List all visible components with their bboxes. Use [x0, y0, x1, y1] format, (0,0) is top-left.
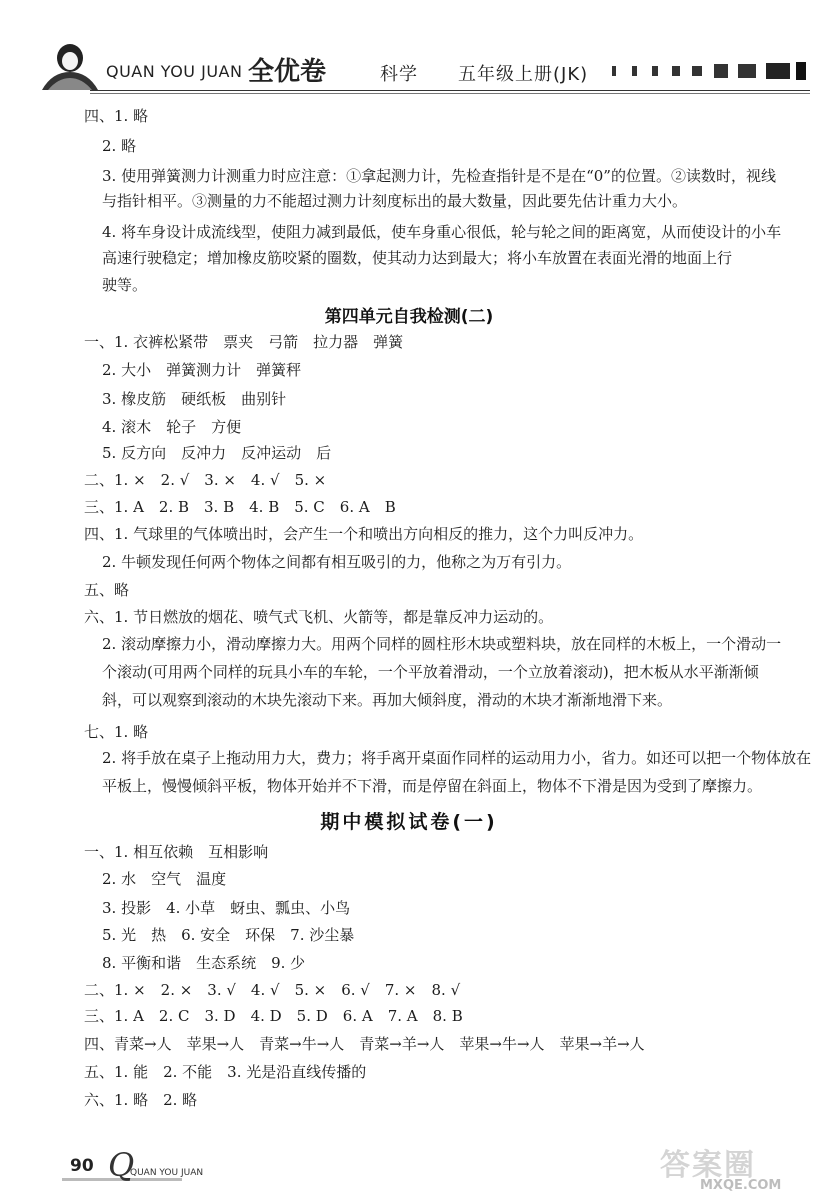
answer-line: 4. 将车身设计成流线型，使阻力减到最低，使车身重心很低，轮与轮之间的距离宽，从而使设计的小车 — [102, 223, 782, 241]
answer-line: 七、1. 略 — [84, 723, 149, 741]
page-number: 90 — [70, 1156, 94, 1176]
answer-line: 四、青菜→人 苹果→人 青菜→牛→人 青菜→羊→人 苹果→牛→人 苹果→羊→人 — [84, 1035, 645, 1053]
answer-line: 4. 滚木 轮子 方便 — [102, 418, 242, 436]
answer-line: 驶等。 — [102, 276, 148, 294]
answer-line: 三、1. A 2. C 3. D 4. D 5. D 6. A 7. A 8. B — [84, 1007, 463, 1025]
answer-line: 与指针相平。③测量的力不能超过测力计刻度标出的最大数量，因此要先估计重力大小。 — [102, 192, 688, 210]
answer-line: 个滚动(可用两个同样的玩具小车的车轮，一个平放着滑动，一个立放着滚动)，把木板从水平渐渐倾 — [102, 663, 759, 681]
answer-line: 2. 滚动摩擦力小，滑动摩擦力大。用两个同样的圆柱形木块或塑料块，放在同样的木板上，一个滑动一 — [102, 635, 782, 653]
brand-name-cn: 全优卷 — [248, 57, 327, 87]
answer-line: 二、1. × 2. × 3. √ 4. √ 5. × 6. √ 7. × 8. √ — [84, 981, 461, 999]
answer-line: 一、1. 衣裤松紧带 票夹 弓箭 拉力器 弹簧 — [84, 333, 404, 351]
answer-line: 2. 牛顿发现任何两个物体之间都有相互吸引的力，他称之为万有引力。 — [102, 553, 572, 571]
answer-line: 六、1. 略 2. 略 — [84, 1091, 198, 1109]
answer-line: 三、1. A 2. B 3. B 4. B 5. C 6. A B — [84, 498, 396, 516]
answer-line: 四、1. 略 — [84, 107, 149, 125]
answer-line: 一、1. 相互依赖 互相影响 — [84, 843, 269, 861]
answer-line: 五、略 — [84, 581, 130, 599]
grade-label: 五年级上册(JK) — [458, 64, 589, 85]
answer-line: 5. 光 热 6. 安全 环保 7. 沙尘暴 — [102, 926, 355, 944]
brand-name-en: QUAN YOU JUAN — [106, 62, 243, 81]
watermark-url: MXQE.COM — [700, 1178, 782, 1193]
answer-line: 2. 大小 弹簧测力计 弹簧秤 — [102, 361, 302, 379]
answer-line: 5. 反方向 反冲力 反冲运动 后 — [102, 444, 332, 462]
answer-line: 3. 橡皮筋 硬纸板 曲别针 — [102, 390, 287, 408]
section-title-midterm-1: 期中模拟试卷(一) — [320, 811, 498, 833]
answer-line: 六、1. 节日燃放的烟花、喷气式飞机、火箭等，都是靠反冲力运动的。 — [84, 608, 554, 626]
answer-line: 二、1. × 2. √ 3. × 4. √ 5. × — [84, 471, 327, 489]
answer-line: 斜，可以观察到滚动的木块先滚动下来。再加大倾斜度，滑动的木块才渐渐地滑下来。 — [102, 691, 673, 709]
section-title-unit4-test2: 第四单元自我检测(二) — [324, 307, 494, 327]
answer-line: 五、1. 能 2. 不能 3. 光是沿直线传播的 — [84, 1063, 367, 1081]
answer-line: 3. 投影 4. 小草 蚜虫、瓢虫、小鸟 — [102, 899, 351, 917]
answer-line: 高速行驶稳定；增加橡皮筋咬紧的圈数，使其动力达到最大；将小车放置在表面光滑的地面上行 — [102, 249, 733, 267]
answer-line: 2. 将手放在桌子上拖动用力大，费力；将手离开桌面作同样的运动用力小，省力。如还可以把一个物体放在 — [102, 749, 812, 767]
subject-label: 科学 — [380, 64, 418, 85]
answer-line: 四、1. 气球里的气体喷出时，会产生一个和喷出方向相反的推力，这个力叫反冲力。 — [84, 525, 644, 543]
answer-line: 8. 平衡和谐 生态系统 9. 少 — [102, 954, 306, 972]
answer-line: 3. 使用弹簧测力计测重力时应注意：①拿起测力计，先检查指针是不是在“0”的位置。②读数时，视线 — [102, 167, 776, 185]
answer-line: 2. 略 — [102, 137, 137, 155]
footer-q-logo: Q — [108, 1146, 135, 1184]
footer-brand: QUAN YOU JUAN — [130, 1168, 204, 1178]
answer-line: 2. 水 空气 温度 — [102, 870, 227, 888]
answer-line: 平板上，慢慢倾斜平板，物体开始并不下滑，而是停留在斜面上，物体不下滑是因为受到了摩擦力。 — [102, 777, 763, 795]
watermark-logo: 答案圈 — [660, 1148, 756, 1183]
